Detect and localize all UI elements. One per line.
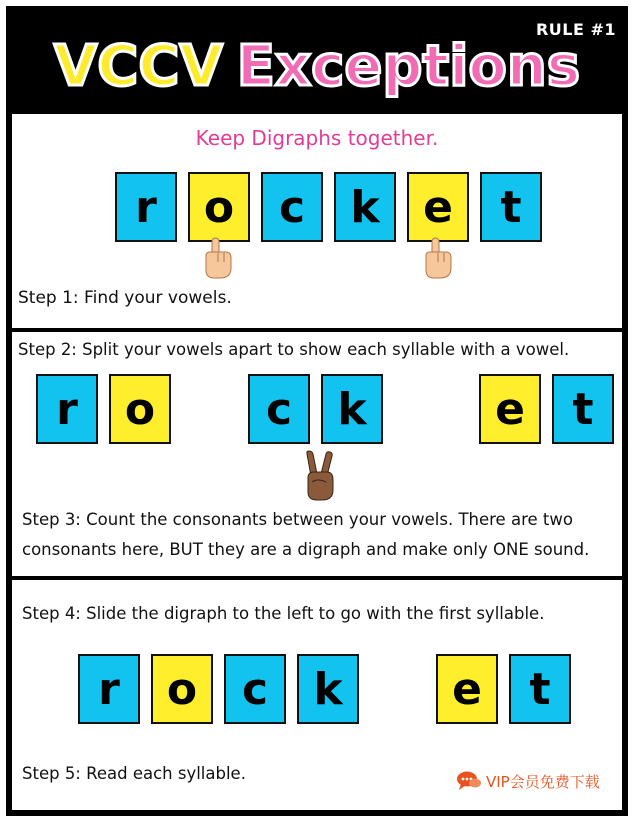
vowel-tile: o [151,654,213,724]
letter-tile: k [334,172,396,242]
peace-sign-hand-icon [302,450,336,502]
pointing-hand-icon [420,236,454,280]
page-title [6,32,628,102]
letter-tile: c [261,172,323,242]
header [6,6,628,114]
chat-bubble-icon [456,770,482,792]
letter-tile: k [297,654,359,724]
vowel-tile: e [479,374,541,444]
step-1-text: Step 1: Find your vowels. [18,288,232,308]
letter-tile: k [321,374,383,444]
step-3-text-line2: consonants here, BUT they are a digraph and make only ONE sound. [22,540,590,559]
vowel-tile: o [188,172,250,242]
letter-tile: r [78,654,140,724]
title-vccv: VCCV [53,34,223,99]
vowel-tile: e [436,654,498,724]
watermark [456,770,600,792]
watermark-text: VIP会员免费下载 [486,772,600,791]
step-5-text: Step 5: Read each syllable. [22,764,246,783]
step-2-text: Step 2: Split your vowels apart to show each syllable with a vowel. [18,340,570,359]
step-4-text: Step 4: Slide the digraph to the left to go with the first syllable. [22,604,545,623]
vowel-tile: e [407,172,469,242]
pointing-hand-icon [200,236,234,280]
rule-label: RULE #1 [535,20,616,39]
letter-tile: r [115,172,177,242]
vowel-tile: o [109,374,171,444]
letter-tile: c [224,654,286,724]
section-split-vowels [12,332,622,576]
step-3-text-line1: Step 3: Count the consonants between your vowels. There are two [22,510,573,529]
letter-tile: t [509,654,571,724]
letter-tile: c [248,374,310,444]
letter-tile: t [480,172,542,242]
title-exceptions: Exceptions [236,34,581,99]
letter-tile: r [36,374,98,444]
rule-subtitle: Keep Digraphs together. [195,126,439,150]
section-find-vowels [12,114,622,328]
letter-tile: t [552,374,614,444]
worksheet-frame [6,6,628,816]
